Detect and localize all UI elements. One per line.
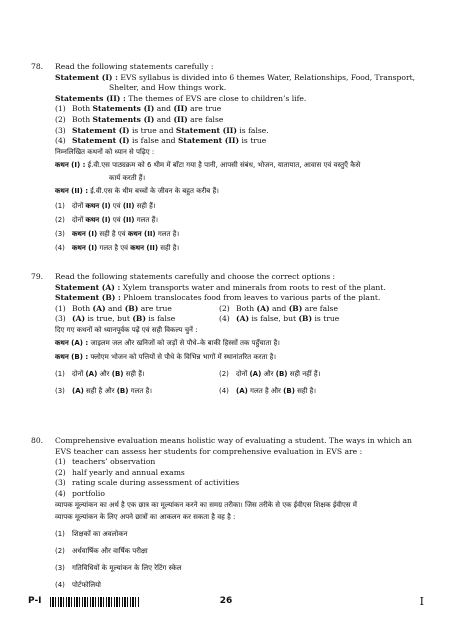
- option: (2) दोनों कथन (I) एवं (II) गलत हैं।: [55, 216, 158, 225]
- option-list: [55, 304, 426, 325]
- question-intro-line-1: Comprehensive evaluation means holistic way of evaluating a student. The ways in which an: [55, 436, 412, 445]
- question-intro-hindi-line-2: व्यापक मूल्यांकन के लिए अपने छात्रों का आकलन कर सकता है वह है :: [55, 512, 236, 521]
- option: (4) portfolio: [55, 488, 105, 498]
- option: (1) Both Statements (I) and (II) are true: [55, 104, 222, 114]
- option: (4) कथन (I) गलत है एवं कथन (II) सही है।: [55, 244, 180, 253]
- page-footer: [28, 596, 424, 610]
- option-list-hindi: [55, 526, 426, 594]
- option: (4) पोर्टफोलियो: [55, 580, 101, 589]
- option: (3) rating scale during assessment of activities: [55, 478, 240, 488]
- option: (4) Statement (I) is false and Statement (II) is true: [55, 136, 267, 146]
- question-intro: Read the following statements carefully and choose the correct options :: [55, 272, 336, 281]
- question-number: 78.: [31, 62, 44, 71]
- question-number: 79.: [31, 272, 44, 281]
- option: (3) कथन (I) सही है एवं कथन (II) गलत है।: [55, 230, 180, 239]
- option-list: [55, 104, 426, 146]
- question-number: 80.: [31, 436, 44, 445]
- option-list: [55, 457, 426, 499]
- question-80: [31, 436, 426, 594]
- option: (1) शिक्षकों का अवलोकन: [55, 529, 128, 538]
- statement-1-hindi: कथन (I) : ई.वी.एस पाठ्यक्रम को 6 थीम में बाँटा गया है पानी, आपसी संबंध, भोजन, यातायात, आवास एवं वस्तुएँ कैसे: [55, 160, 361, 169]
- option: (3) (A) सही है और (B) गलत है।: [55, 387, 152, 396]
- option: (3) (A) is true, but (B) is false: [55, 314, 176, 324]
- page-number: 26: [219, 596, 233, 606]
- statement-a-hindi: कथन (A) : जाइलम जल और खनिजों को जड़ों से पौधे–के बाकी हिस्सों तक पहुँचाता है।: [55, 338, 280, 347]
- option: (1) दोनों कथन (I) एवं (II) सही हैं।: [55, 202, 156, 211]
- question-intro: Read the following statements carefully :: [55, 62, 214, 71]
- paper-code: P-I: [28, 596, 42, 606]
- statement-2: Statements (II) : The themes of EVS are close to children’s life.: [55, 93, 307, 103]
- option: (2) Both Statements (I) and (II) are false: [55, 114, 224, 124]
- option: (1) teachers’ observation: [55, 457, 156, 467]
- question-intro-line-2: EVS teacher can assess her students for comprehensive evaluation in EVS are :: [55, 446, 363, 456]
- question-78: [31, 62, 426, 256]
- statement-b-hindi: कथन (B) : फ्लोएम भोजन को पत्तियों से पौधे के विभिन्न भागों में स्थानांतरित करता है।: [55, 352, 276, 361]
- question-79: [31, 272, 426, 400]
- statement-1-continued: Shelter, and How things work.: [109, 83, 227, 93]
- statement-b: Statement (B) : Phloem translocates food from leaves to various parts of the plant.: [55, 293, 381, 303]
- option: (2) Both (A) and (B) are false: [219, 303, 338, 313]
- question-intro-hindi-line-1: व्यापक मूल्यांकन का अर्थ है एक छात्र का मूल्यांकन करने का समग्र तरीका। जिस तरीके से एक ईवीएस शिक्षक ईवीएस में: [55, 500, 357, 509]
- statement-1-hindi-continued: कार्य करती हैं।: [109, 173, 146, 182]
- option: (2) half yearly and annual exams: [55, 467, 185, 477]
- option: (3) Statement (I) is true and Statement (II) is false.: [55, 125, 269, 135]
- option: (4) (A) गलत है और (B) सही है।: [219, 387, 316, 396]
- option-list-hindi: [55, 366, 426, 400]
- question-intro-hindi: दिए गए कथनों को ध्यानपूर्वक पढ़ें एवं सही विकल्प चुनें :: [55, 325, 198, 334]
- statement-1: Statement (I) : EVS syllabus is divided into 6 themes Water, Relationships, Food, Transport,: [55, 72, 416, 82]
- option: (1) Both (A) and (B) are true: [55, 303, 172, 313]
- statement-2-hindi: कथन (II) : ई.वी.एस के थीम बच्चों के जीवन के बहुत करीब हैं।: [55, 186, 219, 195]
- question-intro-hindi: निम्नलिखित कथनों को ध्यान से पढ़िए :: [55, 147, 155, 156]
- series-mark: I: [419, 595, 424, 608]
- option: (4) (A) is false, but (B) is true: [219, 314, 340, 324]
- option: (1) दोनों (A) और (B) सही हैं।: [55, 370, 145, 379]
- option: (3) गतिविधियों के मूल्यांकन के लिए रेटिंग स्केल: [55, 563, 182, 572]
- option-list-hindi: [55, 200, 426, 256]
- statement-a: Statement (A) : Xylem transports water and minerals from roots to rest of the plant.: [55, 282, 386, 292]
- option: (2) दोनों (A) और (B) सही नहीं हैं।: [219, 370, 321, 379]
- option: (2) अर्धवार्षिक और वार्षिक परीक्षा: [55, 546, 148, 555]
